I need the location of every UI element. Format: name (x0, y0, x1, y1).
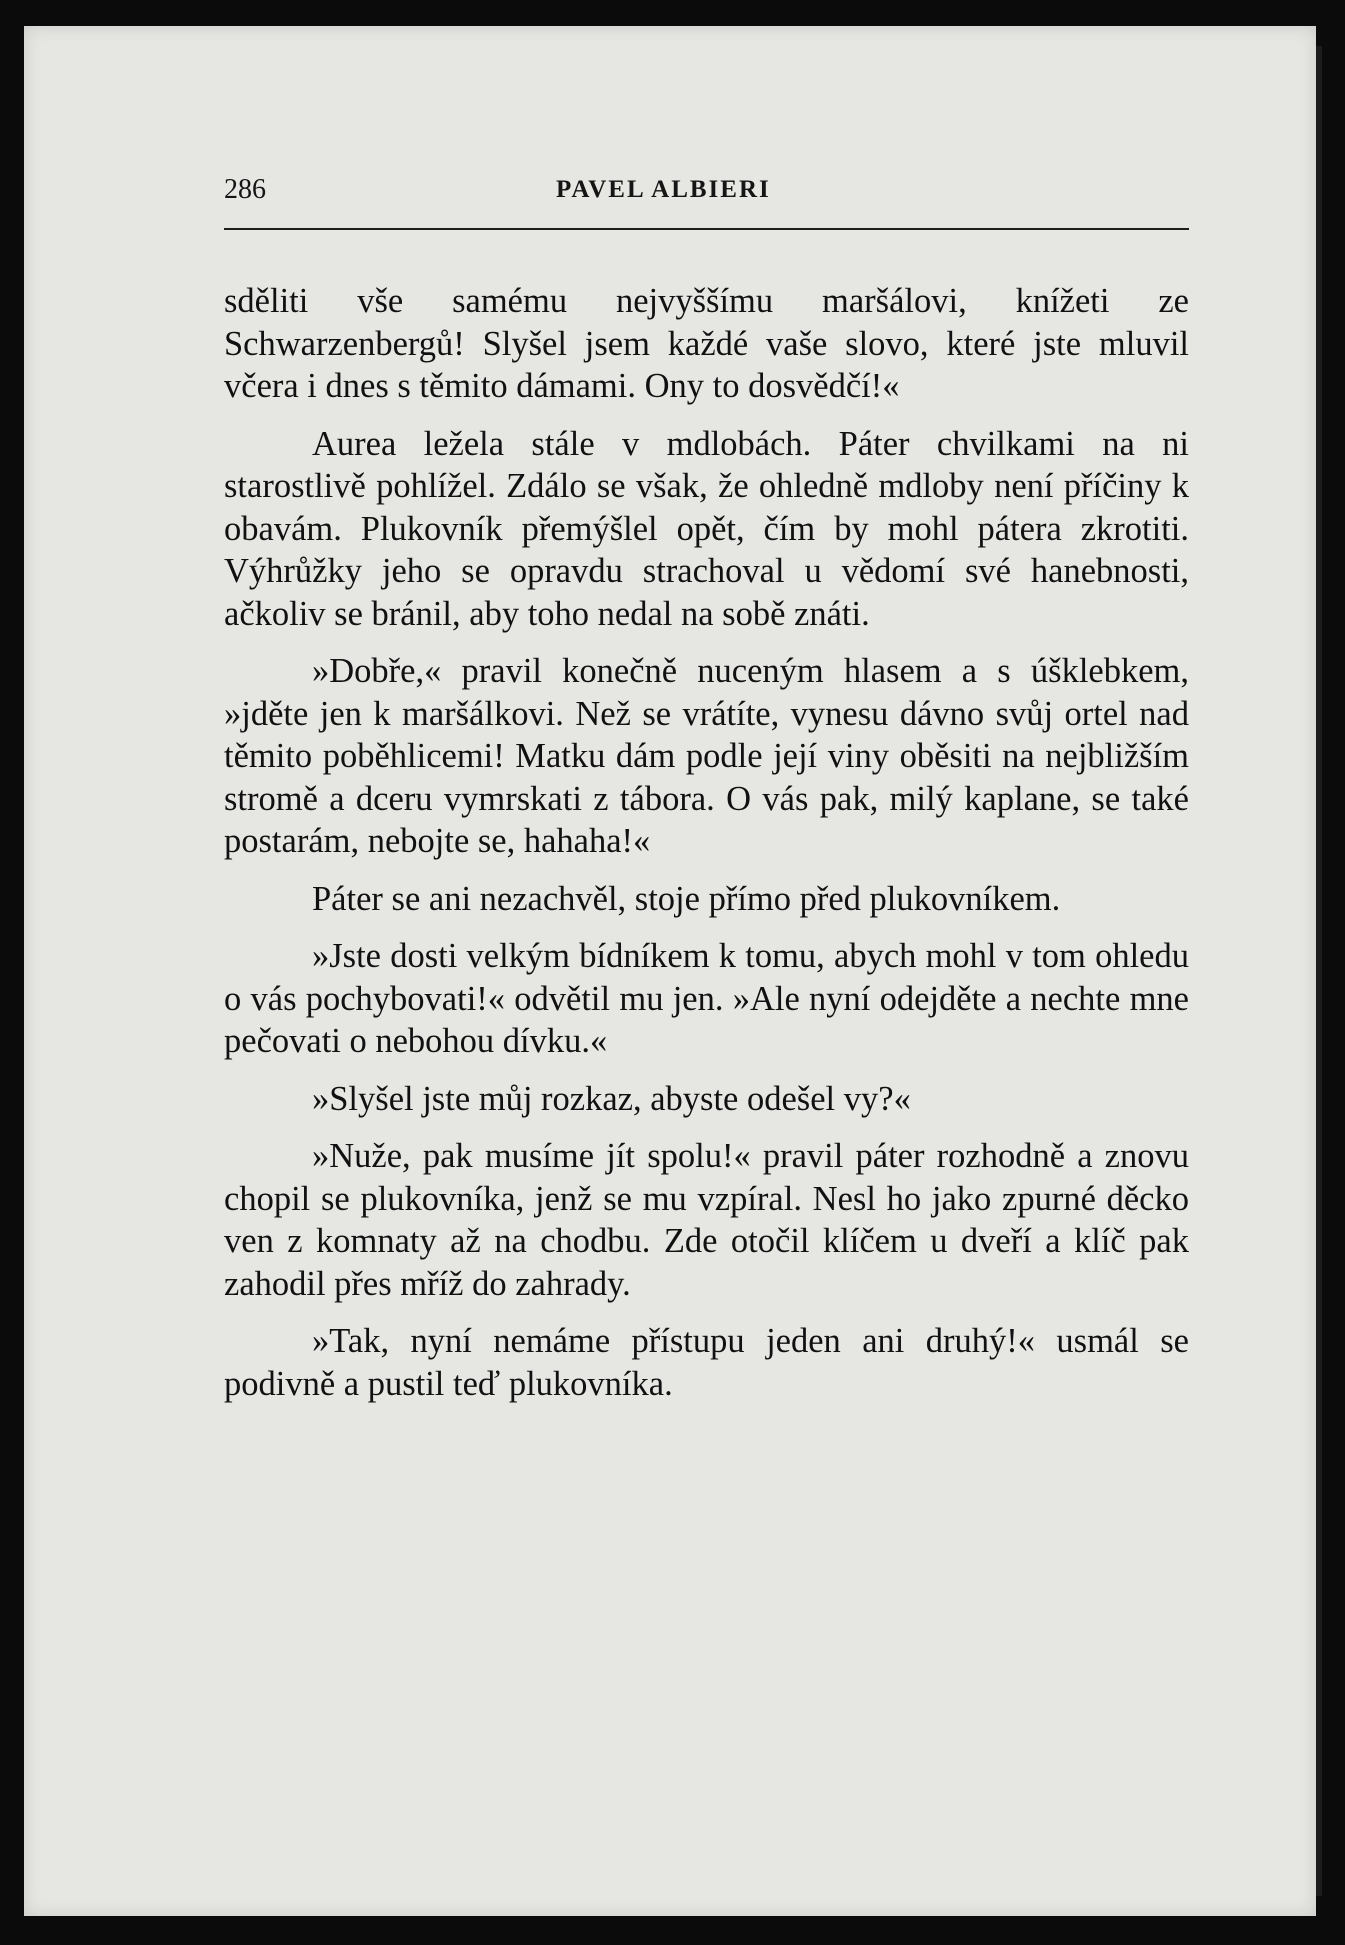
page-edge (1316, 46, 1322, 1896)
paragraph: sděliti vše samému nejvyššímu maršálovi, knížeti ze Schwarzenbergů! Slyšel jsem každé vaše slovo, které jste mluvil včera i dnes s těmito dámami. Ony to dosvědčí!« (224, 282, 1189, 405)
paragraph: »Dobře,« pravil konečně nuceným hlasem a s úšklebkem, »jděte jen k maršálkovi. Než se vrátíte, vynesu dávno svůj ortel nad těmito poběhlicemi! Matku dám podle její viny oběsiti na nejbližším stromě a dceru vymrskati z tábora. O vás pak, milý kaplane, se také postarám, nebojte se, hahaha!« (224, 652, 1189, 860)
paragraph: »Tak, nyní nemáme přístupu jeden ani druhý!« usmál se podivně a pustil teď plukovníka. (224, 1322, 1189, 1403)
paragraph: Aurea ležela stále v mdlobách. Páter chvilkami na ni starostlivě pohlížel. Zdálo se však, že ohledně mdloby není příčiny k obavám. Plukovník přemýšlel opět, čím by mohl pátera zkrotiti. Výhrůžky jeho se opravdu strachoval u vědomí své hanebnosti, ačkoliv se bránil, aby toho nedal na sobě znáti. (224, 424, 1189, 633)
paragraph: »Jste dosti velkým bídníkem k tomu, abych mohl v tom ohledu o vás pochybovati!« odvětil mu jen. »Ale nyní odejděte a nechte mne pečovati o nebohou dívku.« (224, 937, 1189, 1060)
paragraph: »Slyšel jste můj rozkaz, abyste odešel vy?« (312, 1079, 911, 1118)
page-number: 286 (224, 174, 266, 205)
page-header (224, 174, 1184, 214)
paragraph: Páter se ani nezachvěl, stoje přímo před plukovníkem. (312, 879, 1061, 918)
body-text (224, 280, 1189, 1405)
running-head: PAVEL ALBIERI (556, 176, 771, 203)
paragraph: »Nuže, pak musíme jít spolu!« pravil páter rozhodně a znovu chopil se plukovníka, jenž se mu vzpíral. Nesl ho jako zpurné děcko ven z komnaty až na chodbu. Zde otočil klíčem u dveří a klíč pak zahodil přes mříž do zahrady. (224, 1137, 1189, 1303)
header-rule (224, 228, 1189, 230)
